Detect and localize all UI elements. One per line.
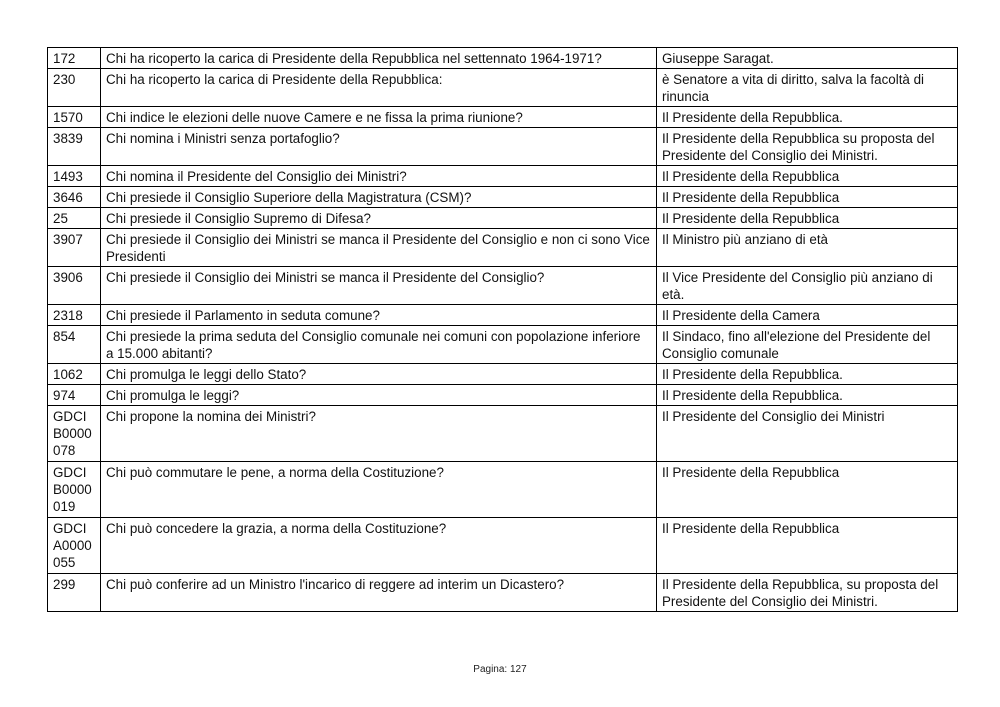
answer-cell: Il Sindaco, fino all'elezione del Presidente del Consiglio comunale [657, 326, 958, 364]
table-row [48, 166, 958, 187]
question-id-cell: 299 [48, 574, 101, 612]
table-row [48, 48, 958, 69]
question-id-cell: 230 [48, 69, 101, 107]
question-cell: Chi presiede il Parlamento in seduta comune? [101, 305, 657, 326]
answer-cell: Il Presidente della Repubblica [657, 187, 958, 208]
answer-cell: Il Presidente della Repubblica, su proposta del Presidente del Consiglio dei Ministri. [657, 574, 958, 612]
table-row [48, 208, 958, 229]
question-cell: Chi promulga le leggi? [101, 385, 657, 406]
question-cell: Chi promulga le leggi dello Stato? [101, 364, 657, 385]
table-row [48, 69, 958, 107]
page-number: Pagina: 127 [473, 664, 527, 675]
question-cell: Chi può commutare le pene, a norma della Costituzione? [101, 462, 657, 518]
table-row [48, 305, 958, 326]
question-cell: Chi ha ricoperto la carica di Presidente della Repubblica nel settennato 1964-1971? [101, 48, 657, 69]
table-row [48, 406, 958, 462]
answer-cell: Il Presidente della Repubblica [657, 208, 958, 229]
question-id-cell: GDCIA0000055 [48, 518, 101, 574]
question-id-cell: 3646 [48, 187, 101, 208]
table-row [48, 107, 958, 128]
question-id-cell: 854 [48, 326, 101, 364]
question-id-cell: 3907 [48, 229, 101, 267]
question-id-cell: 1062 [48, 364, 101, 385]
table-row [48, 267, 958, 305]
question-cell: Chi presiede il Consiglio dei Ministri se manca il Presidente del Consiglio e non ci sono Vice Presidenti [101, 229, 657, 267]
question-cell: Chi può conferire ad un Ministro l'incarico di reggere ad interim un Dicastero? [101, 574, 657, 612]
answer-cell: Il Presidente della Camera [657, 305, 958, 326]
question-cell: Chi presiede la prima seduta del Consiglio comunale nei comuni con popolazione inferiore a 15.000 abitanti? [101, 326, 657, 364]
table-row [48, 229, 958, 267]
question-cell: Chi presiede il Consiglio dei Ministri se manca il Presidente del Consiglio? [101, 267, 657, 305]
table-row [48, 385, 958, 406]
answer-cell: Il Presidente del Consiglio dei Ministri [657, 406, 958, 462]
answer-cell: è Senatore a vita di diritto, salva la facoltà di rinuncia [657, 69, 958, 107]
answer-cell: Il Ministro più anziano di età [657, 229, 958, 267]
question-cell: Chi può concedere la grazia, a norma della Costituzione? [101, 518, 657, 574]
question-id-cell: 1570 [48, 107, 101, 128]
question-id-cell: 2318 [48, 305, 101, 326]
answer-cell: Il Presidente della Repubblica [657, 518, 958, 574]
question-id-cell: 1493 [48, 166, 101, 187]
table-row [48, 128, 958, 166]
question-id-cell: GDCIB0000078 [48, 406, 101, 462]
answer-cell: Il Presidente della Repubblica su proposta del Presidente del Consiglio dei Ministri. [657, 128, 958, 166]
question-cell: Chi presiede il Consiglio Supremo di Difesa? [101, 208, 657, 229]
answer-cell: Il Vice Presidente del Consiglio più anziano di età. [657, 267, 958, 305]
question-cell: Chi ha ricoperto la carica di Presidente della Repubblica: [101, 69, 657, 107]
question-cell: Chi indice le elezioni delle nuove Camere e ne fissa la prima riunione? [101, 107, 657, 128]
question-id-cell: 25 [48, 208, 101, 229]
question-id-cell: 3906 [48, 267, 101, 305]
table-row [48, 326, 958, 364]
answer-cell: Il Presidente della Repubblica [657, 462, 958, 518]
answer-cell: Il Presidente della Repubblica. [657, 364, 958, 385]
question-id-cell: 974 [48, 385, 101, 406]
question-id-cell: GDCIB0000019 [48, 462, 101, 518]
table-row [48, 364, 958, 385]
question-cell: Chi propone la nomina dei Ministri? [101, 406, 657, 462]
question-cell: Chi nomina il Presidente del Consiglio dei Ministri? [101, 166, 657, 187]
answer-cell: Giuseppe Saragat. [657, 48, 958, 69]
questions-table [47, 47, 958, 612]
question-cell: Chi nomina i Ministri senza portafoglio? [101, 128, 657, 166]
answer-cell: Il Presidente della Repubblica. [657, 385, 958, 406]
questions-table-body [48, 48, 958, 612]
question-id-cell: 3839 [48, 128, 101, 166]
question-id-cell: 172 [48, 48, 101, 69]
question-cell: Chi presiede il Consiglio Superiore della Magistratura (CSM)? [101, 187, 657, 208]
answer-cell: Il Presidente della Repubblica. [657, 107, 958, 128]
table-row [48, 187, 958, 208]
answer-cell: Il Presidente della Repubblica [657, 166, 958, 187]
table-row [48, 518, 958, 574]
table-row [48, 574, 958, 612]
table-row [48, 462, 958, 518]
